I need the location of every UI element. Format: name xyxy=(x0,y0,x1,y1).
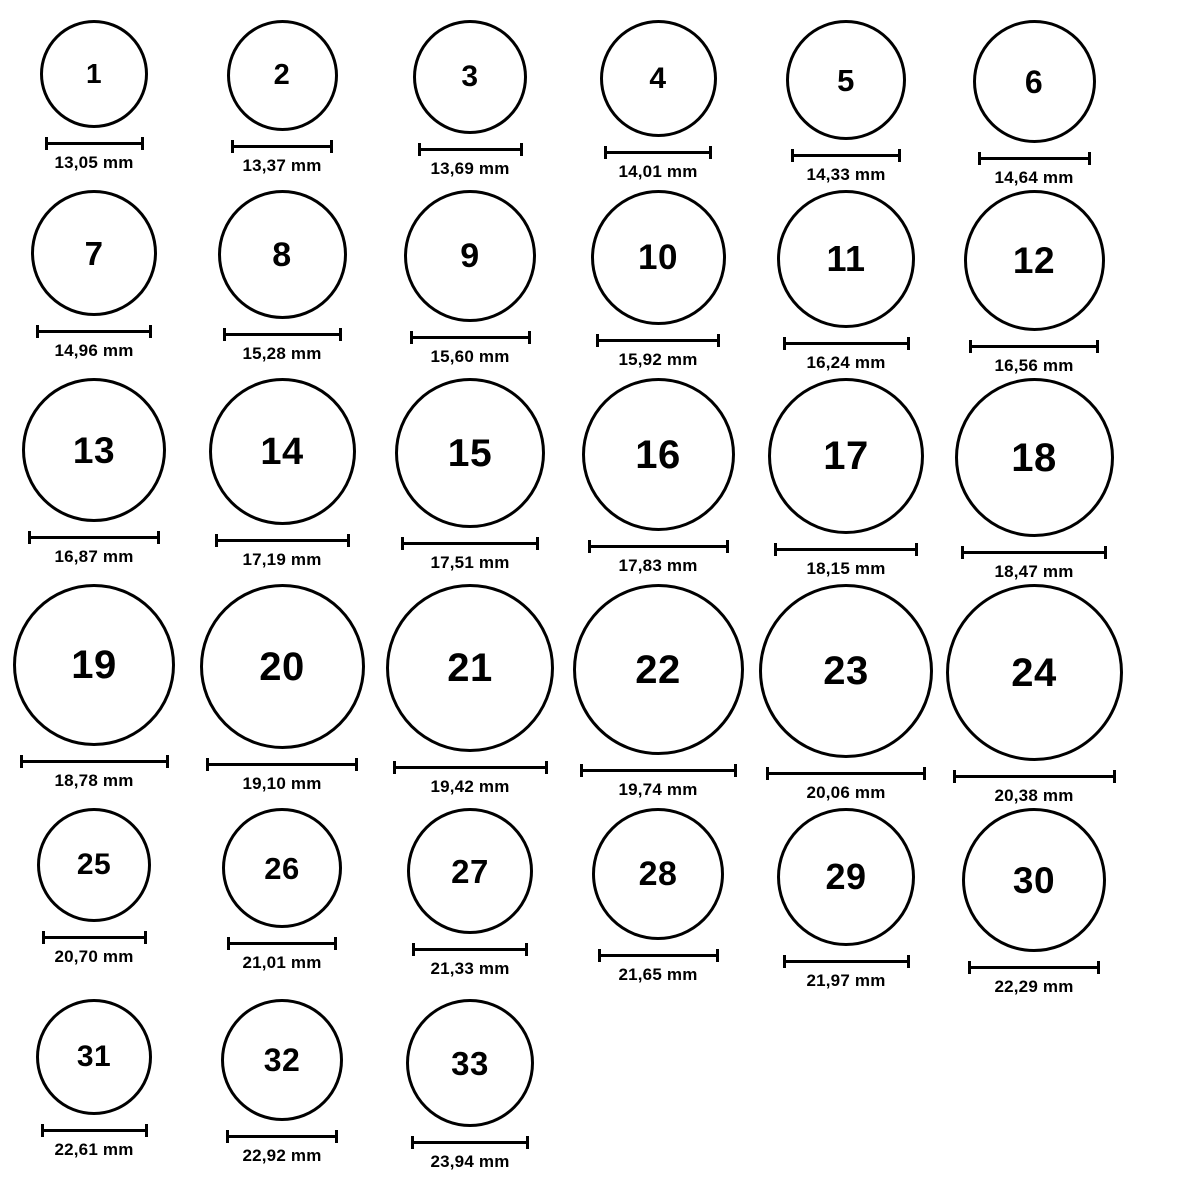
ring-dimension xyxy=(598,949,719,985)
ring-dimension xyxy=(20,755,169,791)
ring-diameter-label: 16,24 mm xyxy=(806,353,886,372)
caliper-icon xyxy=(953,770,1116,781)
caliper-icon xyxy=(961,546,1107,557)
ring-circle[interactable] xyxy=(759,584,933,758)
ring-dimension xyxy=(412,943,528,979)
ring-dimension xyxy=(766,767,926,803)
ring-size-number: 17 xyxy=(823,434,869,478)
ring-circle[interactable] xyxy=(209,378,356,525)
ring-circle[interactable] xyxy=(777,808,915,946)
ring-diameter-label: 14,64 mm xyxy=(994,168,1074,187)
ring-size-cell[interactable] xyxy=(376,806,564,979)
ring-size-cell[interactable] xyxy=(376,188,564,367)
caliper-icon xyxy=(45,137,144,148)
ring-size-number: 3 xyxy=(461,60,479,93)
ring-circle-wrap xyxy=(973,18,1096,145)
ring-diameter-label: 23,94 mm xyxy=(430,1152,510,1171)
ring-dimension xyxy=(596,334,720,370)
caliper-icon xyxy=(215,534,350,545)
ring-size-number: 21 xyxy=(447,646,493,690)
ring-dimension xyxy=(223,328,342,364)
ring-dimension xyxy=(393,761,548,797)
ring-circle[interactable] xyxy=(221,999,343,1121)
ring-size-number: 28 xyxy=(638,855,678,893)
ring-diameter-label: 20,06 mm xyxy=(806,783,886,802)
ring-size-number: 6 xyxy=(1024,63,1044,100)
ring-size-number: 15 xyxy=(447,431,493,475)
caliper-icon xyxy=(401,537,539,548)
ring-diameter-label: 16,56 mm xyxy=(994,356,1074,375)
ring-dimension xyxy=(969,340,1099,376)
ring-size-number: 7 xyxy=(84,234,104,272)
ring-size-row xyxy=(0,188,1200,376)
ring-circle[interactable] xyxy=(40,20,148,128)
ring-diameter-label: 20,38 mm xyxy=(994,786,1074,805)
ring-circle[interactable] xyxy=(413,20,527,134)
ring-dimension xyxy=(418,143,523,179)
ring-diameter-label: 17,83 mm xyxy=(618,556,698,575)
ring-circle[interactable] xyxy=(955,378,1114,537)
ring-diameter-label: 18,47 mm xyxy=(994,562,1074,581)
caliper-icon xyxy=(791,149,901,160)
ring-circle-wrap xyxy=(31,188,157,318)
ring-circle-wrap xyxy=(786,18,906,142)
caliper-icon xyxy=(783,337,910,348)
ring-circle[interactable] xyxy=(227,20,338,131)
ring-circle-wrap xyxy=(592,806,724,942)
ring-circle-wrap xyxy=(209,376,356,527)
ring-circle[interactable] xyxy=(395,378,545,528)
ring-circle[interactable] xyxy=(222,808,342,928)
ring-dimension xyxy=(206,758,358,794)
ring-size-number: 22 xyxy=(635,647,681,692)
ring-diameter-label: 15,28 mm xyxy=(242,344,322,363)
ring-size-cell[interactable] xyxy=(376,997,564,1172)
ring-circle[interactable] xyxy=(600,20,717,137)
ring-circle-wrap xyxy=(407,806,533,936)
ring-size-cell[interactable] xyxy=(0,582,188,791)
ring-circle[interactable] xyxy=(962,808,1106,952)
ring-circle[interactable] xyxy=(964,190,1105,331)
caliper-icon xyxy=(41,1124,148,1135)
ring-diameter-label: 20,70 mm xyxy=(54,947,134,966)
caliper-icon xyxy=(227,937,337,948)
ring-size-cell[interactable] xyxy=(188,376,376,570)
ring-diameter-label: 19,74 mm xyxy=(618,780,698,799)
ring-dimension xyxy=(42,931,147,967)
ring-size-cell[interactable] xyxy=(940,582,1128,806)
ring-size-cell[interactable] xyxy=(564,582,752,800)
ring-diameter-label: 21,01 mm xyxy=(242,953,322,972)
ring-size-cell[interactable] xyxy=(188,582,376,794)
ring-size-number: 20 xyxy=(259,644,305,689)
ring-circle[interactable] xyxy=(406,999,534,1127)
ring-circle-wrap xyxy=(406,997,534,1129)
ring-size-number: 19 xyxy=(71,643,117,687)
ring-circle-wrap xyxy=(36,997,152,1117)
ring-size-number: 23 xyxy=(823,649,869,693)
ring-circle-wrap xyxy=(777,806,915,948)
ring-dimension xyxy=(36,325,152,361)
ring-size-row xyxy=(0,18,1200,188)
caliper-icon xyxy=(393,761,548,772)
ring-circle[interactable] xyxy=(946,584,1123,761)
ring-dimension xyxy=(226,1130,338,1166)
ring-size-number: 14 xyxy=(260,430,304,473)
ring-circle[interactable] xyxy=(22,378,166,522)
caliper-icon xyxy=(226,1130,338,1141)
ring-size-number: 13 xyxy=(72,429,116,471)
ring-diameter-label: 13,37 mm xyxy=(242,156,322,175)
ring-size-cell[interactable] xyxy=(376,582,564,797)
caliper-icon xyxy=(418,143,523,154)
ring-diameter-label: 18,78 mm xyxy=(54,771,134,790)
ring-circle-wrap xyxy=(582,376,735,533)
ring-circle-wrap xyxy=(40,18,148,130)
ring-circle-wrap xyxy=(13,582,175,748)
ring-size-cell[interactable] xyxy=(564,806,752,985)
ring-diameter-label: 19,42 mm xyxy=(430,777,510,796)
ring-circle-wrap xyxy=(964,188,1105,333)
ring-size-cell[interactable] xyxy=(752,376,940,579)
ring-diameter-label: 21,33 mm xyxy=(430,959,510,978)
ring-size-number: 5 xyxy=(837,62,855,98)
ring-circle-wrap xyxy=(600,18,717,139)
ring-circle-wrap xyxy=(404,188,536,324)
ring-size-number: 33 xyxy=(451,1044,489,1082)
ring-size-cell[interactable] xyxy=(940,806,1128,997)
ring-diameter-label: 13,69 mm xyxy=(430,159,510,178)
ring-size-cell[interactable] xyxy=(752,18,940,185)
ring-size-number: 31 xyxy=(76,1040,112,1073)
ring-diameter-label: 14,33 mm xyxy=(806,165,886,184)
ring-circle-wrap xyxy=(200,582,365,751)
ring-size-number: 29 xyxy=(825,856,867,897)
ring-circle-wrap xyxy=(591,188,726,327)
ring-dimension xyxy=(588,540,729,576)
ring-size-cell[interactable] xyxy=(0,997,188,1160)
ring-dimension xyxy=(604,146,712,182)
ring-circle-wrap xyxy=(386,582,554,754)
ring-circle-wrap xyxy=(221,997,343,1123)
ring-dimension xyxy=(28,531,160,567)
ring-size-cell[interactable] xyxy=(564,18,752,182)
ring-size-cell[interactable] xyxy=(188,18,376,176)
ring-dimension xyxy=(978,152,1091,188)
ring-size-number: 32 xyxy=(263,1042,301,1078)
ring-circle-wrap xyxy=(777,188,915,330)
ring-circle-wrap xyxy=(37,806,151,924)
ring-size-number: 30 xyxy=(1012,859,1056,901)
ring-dimension xyxy=(791,149,901,185)
ring-circle[interactable] xyxy=(407,808,533,934)
ring-dimension xyxy=(961,546,1107,582)
caliper-icon xyxy=(36,325,152,336)
ring-dimension xyxy=(410,331,531,367)
ring-circle[interactable] xyxy=(786,20,906,140)
ring-dimension xyxy=(580,764,737,800)
caliper-icon xyxy=(206,758,358,769)
ring-diameter-label: 15,60 mm xyxy=(430,347,510,366)
ring-circle[interactable] xyxy=(36,999,152,1115)
ring-size-cell[interactable] xyxy=(188,997,376,1166)
ring-size-number: 27 xyxy=(451,852,489,890)
ring-size-cell[interactable] xyxy=(0,188,188,361)
ring-size-cell[interactable] xyxy=(188,188,376,364)
ring-size-number: 24 xyxy=(1011,650,1057,695)
ring-circle[interactable] xyxy=(386,584,554,752)
ring-diameter-label: 17,51 mm xyxy=(430,553,510,572)
ring-size-row xyxy=(0,806,1200,997)
caliper-icon xyxy=(766,767,926,778)
caliper-icon xyxy=(783,955,910,966)
ring-diameter-label: 14,01 mm xyxy=(618,162,698,181)
caliper-icon xyxy=(580,764,737,775)
caliper-icon xyxy=(774,543,918,554)
caliper-icon xyxy=(28,531,160,542)
ring-circle[interactable] xyxy=(768,378,924,534)
caliper-icon xyxy=(588,540,729,551)
caliper-icon xyxy=(604,146,712,157)
ring-diameter-label: 14,96 mm xyxy=(54,341,134,360)
ring-size-number: 1 xyxy=(85,58,103,89)
ring-dimension xyxy=(953,770,1116,806)
ring-size-row xyxy=(0,997,1200,1172)
ring-circle-wrap xyxy=(22,376,166,524)
ring-dimension xyxy=(968,961,1100,997)
ring-size-number: 12 xyxy=(1012,240,1056,281)
ring-size-number: 10 xyxy=(638,238,678,277)
ring-circle[interactable] xyxy=(37,808,151,922)
ring-circle[interactable] xyxy=(404,190,536,322)
ring-dimension xyxy=(774,543,918,579)
ring-size-cell[interactable] xyxy=(376,376,564,573)
caliper-icon xyxy=(596,334,720,345)
caliper-icon xyxy=(410,331,531,342)
caliper-icon xyxy=(411,1136,529,1147)
ring-size-cell[interactable] xyxy=(376,18,564,179)
ring-diameter-label: 15,92 mm xyxy=(618,350,698,369)
ring-diameter-label: 22,92 mm xyxy=(242,1146,322,1165)
caliper-icon xyxy=(412,943,528,954)
ring-size-number: 11 xyxy=(826,238,866,279)
ring-circle-wrap xyxy=(218,188,347,321)
ring-circle[interactable] xyxy=(573,584,744,755)
ring-size-cell[interactable] xyxy=(940,188,1128,376)
ring-circle-wrap xyxy=(227,18,338,133)
ring-circle[interactable] xyxy=(13,584,175,746)
ring-size-cell[interactable] xyxy=(752,188,940,373)
ring-diameter-label: 17,19 mm xyxy=(242,550,322,569)
ring-circle-wrap xyxy=(413,18,527,136)
ring-circle[interactable] xyxy=(200,584,365,749)
ring-size-cell[interactable] xyxy=(752,806,940,991)
ring-circle-wrap xyxy=(759,582,933,760)
ring-size-cell[interactable] xyxy=(0,18,188,173)
ring-size-number: 8 xyxy=(272,235,292,274)
ring-size-number: 4 xyxy=(649,61,667,95)
ring-dimension xyxy=(783,337,910,373)
ring-circle[interactable] xyxy=(591,190,726,325)
ring-size-number: 16 xyxy=(635,432,681,477)
ring-size-cell[interactable] xyxy=(0,806,188,967)
ring-size-cell[interactable] xyxy=(940,376,1128,582)
ring-circle-wrap xyxy=(946,582,1123,763)
caliper-icon xyxy=(978,152,1091,163)
ring-circle[interactable] xyxy=(592,808,724,940)
ring-circle[interactable] xyxy=(218,190,347,319)
caliper-icon xyxy=(598,949,719,960)
ring-diameter-label: 16,87 mm xyxy=(54,547,134,566)
ring-dimension xyxy=(783,955,910,991)
caliper-icon xyxy=(20,755,169,766)
ring-circle-wrap xyxy=(222,806,342,930)
ring-dimension xyxy=(401,537,539,573)
ring-size-number: 26 xyxy=(264,850,300,886)
ring-circle[interactable] xyxy=(777,190,915,328)
ring-diameter-label: 21,97 mm xyxy=(806,971,886,990)
ring-size-row xyxy=(0,582,1200,806)
caliper-icon xyxy=(969,340,1099,351)
ring-circle-wrap xyxy=(768,376,924,536)
caliper-icon xyxy=(42,931,147,942)
ring-size-cell[interactable] xyxy=(0,376,188,567)
ring-diameter-label: 13,05 mm xyxy=(54,153,134,172)
caliper-icon xyxy=(223,328,342,339)
ring-diameter-label: 22,29 mm xyxy=(994,977,1074,996)
ring-diameter-label: 19,10 mm xyxy=(242,774,322,793)
ring-dimension xyxy=(41,1124,148,1160)
ring-circle-wrap xyxy=(573,582,744,757)
ring-diameter-label: 18,15 mm xyxy=(806,559,886,578)
ring-size-cell[interactable] xyxy=(564,376,752,576)
ring-size-number: 18 xyxy=(1011,435,1057,480)
caliper-icon xyxy=(231,140,333,151)
ring-circle[interactable] xyxy=(582,378,735,531)
ring-size-number: 9 xyxy=(460,237,480,275)
ring-size-number: 2 xyxy=(273,59,291,91)
ring-circle-wrap xyxy=(955,376,1114,539)
caliper-icon xyxy=(968,961,1100,972)
ring-dimension xyxy=(411,1136,529,1172)
ring-circle-wrap xyxy=(962,806,1106,954)
ring-diameter-label: 22,61 mm xyxy=(54,1140,134,1159)
ring-dimension xyxy=(231,140,333,176)
ring-circle[interactable] xyxy=(31,190,157,316)
ring-size-number: 25 xyxy=(76,848,112,881)
ring-dimension xyxy=(227,937,337,973)
ring-size-cell[interactable] xyxy=(752,582,940,803)
ring-diameter-label: 21,65 mm xyxy=(618,965,698,984)
ring-size-cell[interactable] xyxy=(188,806,376,973)
ring-size-cell[interactable] xyxy=(940,18,1128,188)
ring-circle[interactable] xyxy=(973,20,1096,143)
ring-dimension xyxy=(45,137,144,173)
ring-size-row xyxy=(0,376,1200,582)
ring-dimension xyxy=(215,534,350,570)
ring-circle-wrap xyxy=(395,376,545,530)
ring-size-cell[interactable] xyxy=(564,188,752,370)
